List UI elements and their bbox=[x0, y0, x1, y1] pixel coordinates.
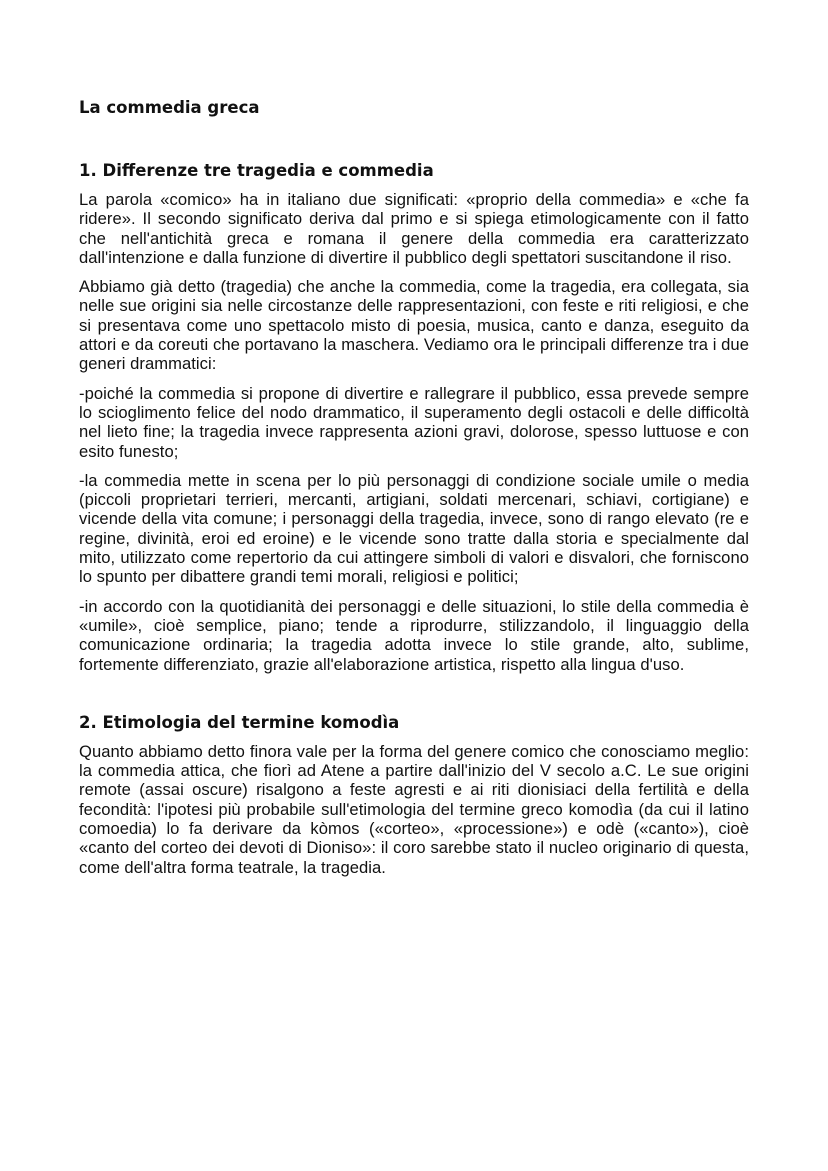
paragraph: Quanto abbiamo detto finora vale per la forma del genere comico che conosciamo meglio: la commedia attica, che fiorì ad Atene a partire dall'inizio del V secolo a.C. Le sue origini remote (assai oscure) risalgono a feste agresti e ai riti dionisiaci della fertilità e della fecondità: l'ipotesi più probabile sull'etimologia del termine greco komodìa (da cui il latino comoedia) lo fa derivare da kòmos («corteo», «processione») e odè («canto»), cioè «canto del corteo dei devoti di Dioniso»: il coro sarebbe stato il nucleo originario di questa, come dell'altra forma teatrale, la tragedia. bbox=[79, 741, 749, 877]
section-differenze bbox=[79, 160, 749, 674]
section-etimologia bbox=[79, 712, 749, 877]
paragraph: Abbiamo già detto (tragedia) che anche la commedia, come la tragedia, era collegata, sia nelle sue origini sia nelle circostanze delle rappresentazioni, con feste e riti religiosi, e che si presentava come uno spettacolo misto di poesia, musica, canto e danza, eseguito da attori e da coreuti che portavano la maschera. Vediamo ora le principali differenze tra i due generi drammatici: bbox=[79, 277, 749, 374]
list-item-paragraph: -la commedia mette in scena per lo più personaggi di condizione sociale umile o media (piccoli proprietari terrieri, mercanti, artigiani, soldati mercenari, schiavi, cortigiane) e vicende della vita comune; i personaggi della tragedia, invece, sono di rango elevato (re e regine, divinità, eroi ed eroine) e le vicende sono tratte dalla storia e specialmente dal mito, utilizzato come repertorio da cui attingere simboli di valori e disvalori, che forniscono lo spunto per dibattere grandi temi morali, religiosi e politici; bbox=[79, 470, 749, 587]
section-heading: 1. Differenze tre tragedia e commedia bbox=[79, 161, 434, 180]
paragraph: La parola «comico» ha in italiano due significati: «proprio della commedia» e «che fa ridere». Il secondo significato deriva dal primo e si spiega etimologicamente con il fatto che nell'antichità greca e romana il genere della commedia era caratterizzato dall'intenzione e dalla funzione di divertire il pubblico degli spettatori suscitandone il riso. bbox=[79, 190, 749, 267]
list-item-paragraph: -in accordo con la quotidianità dei personaggi e delle situazioni, lo stile della commedia è «umile», cioè semplice, piano; tende a riprodurre, stilizzandolo, il linguaggio della comunicazione ordinaria; la tragedia adotta invece lo stile grande, alto, sublime, fortemente differenziato, grazie all'elaborazione artistica, rispetto alla lingua d'uso. bbox=[79, 596, 749, 674]
list-item-paragraph: -poiché la commedia si propone di divertire e rallegrare il pubblico, essa prevede sempre lo scioglimento felice del nodo drammatico, il superamento degli ostacoli e delle difficoltà nel lieto fine; la tragedia invece rappresenta azioni gravi, dolorose, spesso luttuose e con esito funesto; bbox=[79, 383, 749, 461]
document-title: La commedia greca bbox=[79, 98, 260, 117]
document-page bbox=[79, 97, 749, 877]
section-heading: 2. Etimologia del termine komodìa bbox=[79, 712, 400, 732]
